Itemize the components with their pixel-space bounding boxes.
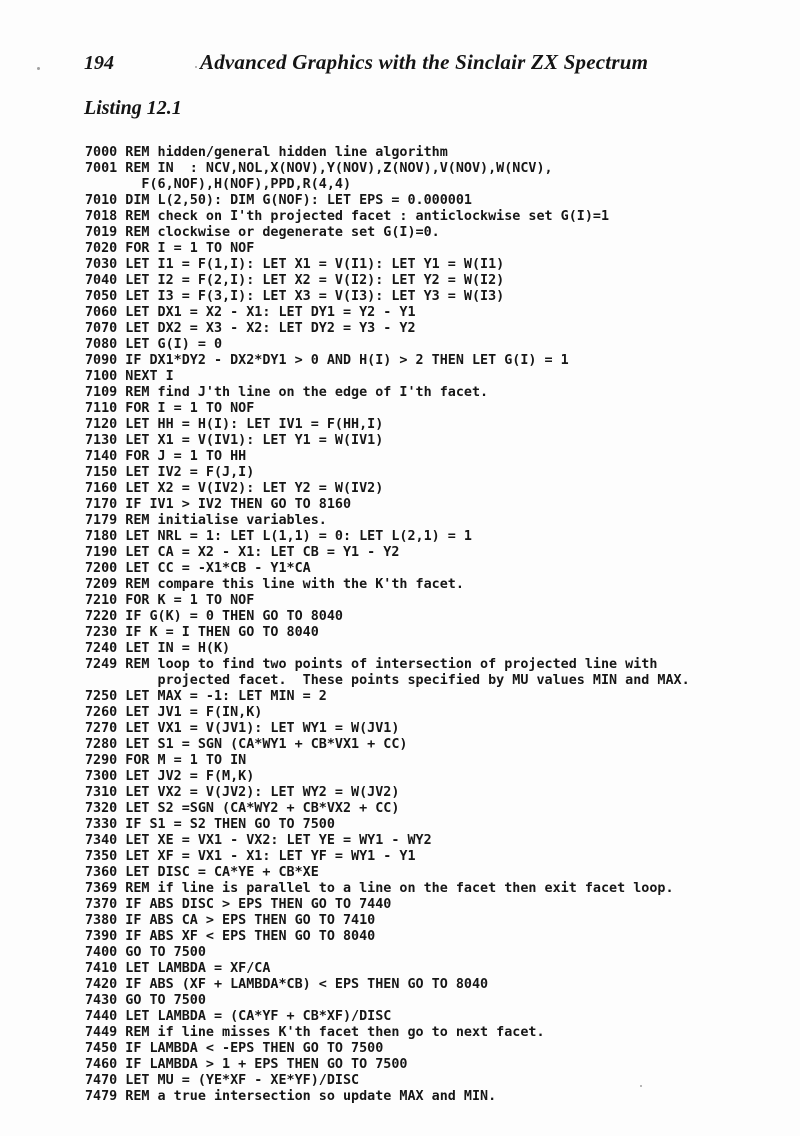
code-line: 7179 REM initialise variables.	[85, 513, 327, 528]
page-number: 194	[84, 52, 114, 74]
code-line: 7100 NEXT I	[85, 369, 174, 384]
code-line: F(6,NOF),H(NOF),PPD,R(4,4)	[85, 177, 352, 192]
code-line: 7249 REM loop to find two points of intersection of projected line with	[85, 657, 658, 672]
code-line: 7040 LET I2 = F(2,I): LET X2 = V(I2): LET Y2 = W(I2)	[85, 273, 505, 288]
code-line: 7180 LET NRL = 1: LET L(1,1) = 0: LET L(2,1) = 1	[85, 529, 472, 544]
code-line: 7150 LET IV2 = F(J,I)	[85, 465, 255, 480]
running-title: Advanced Graphics with the Sinclair ZX Spectrum	[200, 50, 649, 74]
code-line: 7230 IF K = I THEN GO TO 8040	[85, 625, 319, 640]
code-line: 7250 LET MAX = -1: LET MIN = 2	[85, 689, 327, 704]
code-line: 7019 REM clockwise or degenerate set G(I)=0.	[85, 225, 440, 240]
code-line: 7280 LET S1 = SGN (CA*WY1 + CB*VX1 + CC)	[85, 737, 408, 752]
code-line: 7210 FOR K = 1 TO NOF	[85, 593, 255, 608]
code-line: 7470 LET MU = (YE*XF - XE*YF)/DISC	[85, 1073, 360, 1088]
code-line: 7109 REM find J'th line on the edge of I'th facet.	[85, 385, 489, 400]
code-line: 7018 REM check on I'th projected facet : anticlockwise set G(I)=1	[85, 209, 610, 224]
code-line: 7460 IF LAMBDA > 1 + EPS THEN GO TO 7500	[85, 1057, 408, 1072]
code-line: 7060 LET DX1 = X2 - X1: LET DY1 = Y2 - Y1	[85, 305, 416, 320]
code-line: 7001 REM IN : NCV,NOL,X(NOV),Y(NOV),Z(NOV),V(NOV),W(NCV),	[85, 161, 553, 176]
code-line: 7330 IF S1 = S2 THEN GO TO 7500	[85, 817, 335, 832]
code-line: 7290 FOR M = 1 TO IN	[85, 753, 247, 768]
code-line: 7400 GO TO 7500	[85, 945, 206, 960]
code-line: 7350 LET XF = VX1 - X1: LET YF = WY1 - Y1	[85, 849, 416, 864]
code-line: 7000 REM hidden/general hidden line algorithm	[85, 145, 448, 160]
code-line: 7479 REM a true intersection so update MAX and MIN.	[85, 1089, 497, 1104]
code-line: 7120 LET HH = H(I): LET IV1 = F(HH,I)	[85, 417, 384, 432]
code-line: 7270 LET VX1 = V(JV1): LET WY1 = W(JV1)	[85, 721, 400, 736]
code-line: 7260 LET JV1 = F(IN,K)	[85, 705, 263, 720]
code-listing	[85, 145, 690, 1105]
code-line: 7440 LET LAMBDA = (CA*YF + CB*XF)/DISC	[85, 1009, 392, 1024]
code-line: 7200 LET CC = -X1*CB - Y1*CA	[85, 561, 311, 576]
scan-speck	[195, 66, 197, 68]
code-line: 7370 IF ABS DISC > EPS THEN GO TO 7440	[85, 897, 392, 912]
code-line: 7130 LET X1 = V(IV1): LET Y1 = W(IV1)	[85, 433, 384, 448]
code-line: 7050 LET I3 = F(3,I): LET X3 = V(I3): LET Y3 = W(I3)	[85, 289, 505, 304]
code-line: projected facet. These points specified by MU values MIN and MAX.	[85, 673, 690, 688]
scan-speck	[37, 67, 40, 70]
code-line: 7140 FOR J = 1 TO HH	[85, 449, 247, 464]
code-line: 7110 FOR I = 1 TO NOF	[85, 401, 255, 416]
code-line: 7390 IF ABS XF < EPS THEN GO TO 8040	[85, 929, 376, 944]
code-line: 7070 LET DX2 = X3 - X2: LET DY2 = Y3 - Y2	[85, 321, 416, 336]
code-line: 7380 IF ABS CA > EPS THEN GO TO 7410	[85, 913, 376, 928]
code-line: 7420 IF ABS (XF + LAMBDA*CB) < EPS THEN GO TO 8040	[85, 977, 489, 992]
code-line: 7209 REM compare this line with the K'th facet.	[85, 577, 464, 592]
code-line: 7160 LET X2 = V(IV2): LET Y2 = W(IV2)	[85, 481, 384, 496]
code-line: 7450 IF LAMBDA < -EPS THEN GO TO 7500	[85, 1041, 384, 1056]
code-line: 7310 LET VX2 = V(JV2): LET WY2 = W(JV2)	[85, 785, 400, 800]
code-line: 7220 IF G(K) = 0 THEN GO TO 8040	[85, 609, 343, 624]
code-line: 7090 IF DX1*DY2 - DX2*DY1 > 0 AND H(I) > 2 THEN LET G(I) = 1	[85, 353, 569, 368]
code-line: 7080 LET G(I) = 0	[85, 337, 223, 352]
code-line: 7170 IF IV1 > IV2 THEN GO TO 8160	[85, 497, 352, 512]
code-line: 7010 DIM L(2,50): DIM G(NOF): LET EPS = 0.000001	[85, 193, 472, 208]
code-line: 7449 REM if line misses K'th facet then go to next facet.	[85, 1025, 545, 1040]
code-line: 7430 GO TO 7500	[85, 993, 206, 1008]
code-line: 7340 LET XE = VX1 - VX2: LET YE = WY1 - WY2	[85, 833, 432, 848]
code-line: 7369 REM if line is parallel to a line on the facet then exit facet loop.	[85, 881, 674, 896]
code-line: 7410 LET LAMBDA = XF/CA	[85, 961, 271, 976]
code-line: 7360 LET DISC = CA*YE + CB*XE	[85, 865, 319, 880]
code-line: 7320 LET S2 =SGN (CA*WY2 + CB*VX2 + CC)	[85, 801, 400, 816]
listing-title: Listing 12.1	[84, 97, 182, 119]
code-line: 7190 LET CA = X2 - X1: LET CB = Y1 - Y2	[85, 545, 400, 560]
code-line: 7030 LET I1 = F(1,I): LET X1 = V(I1): LET Y1 = W(I1)	[85, 257, 505, 272]
code-line: 7020 FOR I = 1 TO NOF	[85, 241, 255, 256]
code-line: 7300 LET JV2 = F(M,K)	[85, 769, 255, 784]
code-line: 7240 LET IN = H(K)	[85, 641, 231, 656]
